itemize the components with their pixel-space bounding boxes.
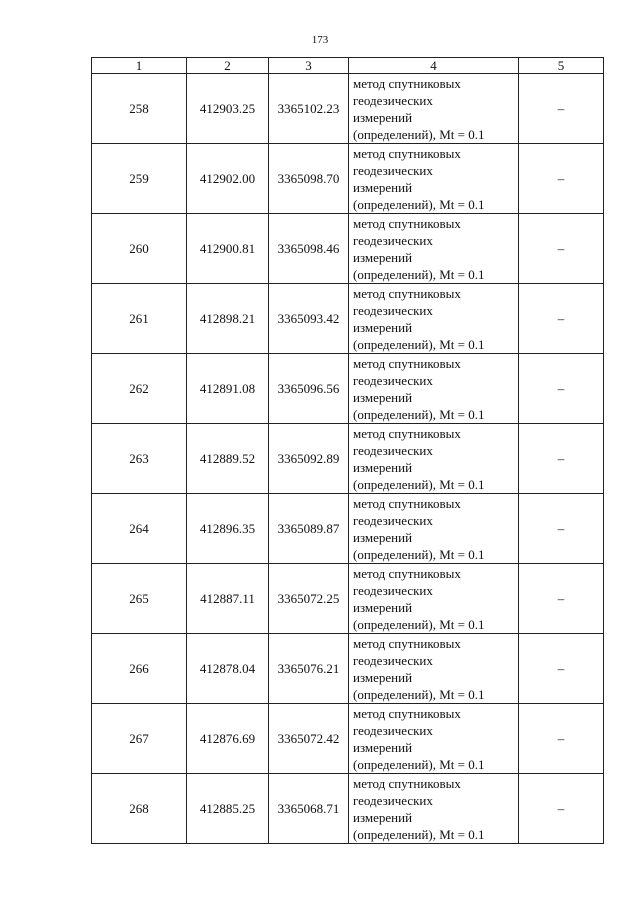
table-row xyxy=(92,424,604,494)
method-line: измерений xyxy=(353,179,413,195)
method-line: измерений xyxy=(353,529,413,545)
coordinate-y: 3365098.70 xyxy=(269,144,349,214)
method-line: метод спутниковых xyxy=(353,355,461,371)
method-line: (определений), Mt = 0.1 xyxy=(353,266,485,282)
coordinate-y: 3365076.21 xyxy=(269,634,349,704)
header-col-4: 4 xyxy=(349,58,519,74)
table-row xyxy=(92,214,604,284)
method-line: геодезических xyxy=(353,92,433,108)
point-number: 266 xyxy=(92,634,187,704)
method-line: геодезических xyxy=(353,232,433,248)
coordinate-x: 412885.25 xyxy=(187,774,269,844)
method-line: метод спутниковых xyxy=(353,565,461,581)
coordinate-y: 3365093.42 xyxy=(269,284,349,354)
coordinate-y: 3365096.56 xyxy=(269,354,349,424)
note-dash: – xyxy=(519,144,604,214)
note-dash: – xyxy=(519,284,604,354)
note-dash: – xyxy=(519,74,604,144)
table-row xyxy=(92,774,604,844)
method-line: геодезических xyxy=(353,162,433,178)
coordinate-y: 3365092.89 xyxy=(269,424,349,494)
point-number: 264 xyxy=(92,494,187,564)
point-number: 258 xyxy=(92,74,187,144)
coordinate-x: 412898.21 xyxy=(187,284,269,354)
method-line: метод спутниковых xyxy=(353,635,461,651)
method-line: метод спутниковых xyxy=(353,705,461,721)
coordinate-y: 3365068.71 xyxy=(269,774,349,844)
method-line: метод спутниковых xyxy=(353,425,461,441)
method-line: метод спутниковых xyxy=(353,495,461,511)
method-description xyxy=(349,564,519,634)
table-header xyxy=(92,58,604,74)
point-number: 263 xyxy=(92,424,187,494)
point-number: 262 xyxy=(92,354,187,424)
note-dash: – xyxy=(519,634,604,704)
coordinate-y: 3365072.25 xyxy=(269,564,349,634)
method-line: (определений), Mt = 0.1 xyxy=(353,616,485,632)
point-number: 265 xyxy=(92,564,187,634)
method-line: геодезических xyxy=(353,722,433,738)
method-line: (определений), Mt = 0.1 xyxy=(353,476,485,492)
method-description xyxy=(349,284,519,354)
point-number: 267 xyxy=(92,704,187,774)
table-body xyxy=(92,74,604,844)
method-line: (определений), Mt = 0.1 xyxy=(353,686,485,702)
coordinate-x: 412878.04 xyxy=(187,634,269,704)
method-line: измерений xyxy=(353,109,413,125)
method-line: метод спутниковых xyxy=(353,775,461,791)
header-col-1: 1 xyxy=(92,58,187,74)
note-dash: – xyxy=(519,214,604,284)
method-description xyxy=(349,354,519,424)
method-description xyxy=(349,634,519,704)
method-line: измерений xyxy=(353,389,413,405)
method-line: измерений xyxy=(353,249,413,265)
coordinate-y: 3365072.42 xyxy=(269,704,349,774)
method-line: (определений), Mt = 0.1 xyxy=(353,756,485,772)
coordinate-y: 3365089.87 xyxy=(269,494,349,564)
note-dash: – xyxy=(519,494,604,564)
method-line: геодезических xyxy=(353,792,433,808)
coordinate-x: 412900.81 xyxy=(187,214,269,284)
method-line: геодезических xyxy=(353,582,433,598)
method-line: (определений), Mt = 0.1 xyxy=(353,406,485,422)
method-description xyxy=(349,214,519,284)
note-dash: – xyxy=(519,774,604,844)
header-col-2: 2 xyxy=(187,58,269,74)
point-number: 261 xyxy=(92,284,187,354)
header-col-3: 3 xyxy=(269,58,349,74)
note-dash: – xyxy=(519,564,604,634)
method-description xyxy=(349,494,519,564)
method-line: измерений xyxy=(353,319,413,335)
note-dash: – xyxy=(519,354,604,424)
point-number: 268 xyxy=(92,774,187,844)
method-line: измерений xyxy=(353,599,413,615)
coordinate-x: 412891.08 xyxy=(187,354,269,424)
method-line: геодезических xyxy=(353,652,433,668)
coordinates-table xyxy=(91,57,604,844)
method-line: измерений xyxy=(353,809,413,825)
coordinate-x: 412896.35 xyxy=(187,494,269,564)
method-description xyxy=(349,144,519,214)
method-line: (определений), Mt = 0.1 xyxy=(353,826,485,842)
method-line: метод спутниковых xyxy=(353,215,461,231)
coordinate-x: 412876.69 xyxy=(187,704,269,774)
method-line: измерений xyxy=(353,669,413,685)
table-row xyxy=(92,494,604,564)
table-row xyxy=(92,144,604,214)
method-line: геодезических xyxy=(353,442,433,458)
method-line: измерений xyxy=(353,739,413,755)
point-number: 260 xyxy=(92,214,187,284)
header-col-5: 5 xyxy=(519,58,604,74)
page-number: 173 xyxy=(311,34,329,46)
method-line: метод спутниковых xyxy=(353,145,461,161)
method-description xyxy=(349,424,519,494)
method-line: метод спутниковых xyxy=(353,285,461,301)
method-description xyxy=(349,704,519,774)
coordinate-x: 412887.11 xyxy=(187,564,269,634)
method-line: (определений), Mt = 0.1 xyxy=(353,126,485,142)
method-line: геодезических xyxy=(353,302,433,318)
header-row xyxy=(92,58,604,74)
coordinate-x: 412902.00 xyxy=(187,144,269,214)
table-row xyxy=(92,74,604,144)
method-description xyxy=(349,74,519,144)
method-description xyxy=(349,774,519,844)
method-line: измерений xyxy=(353,459,413,475)
method-line: (определений), Mt = 0.1 xyxy=(353,336,485,352)
table-row xyxy=(92,564,604,634)
table-row xyxy=(92,354,604,424)
method-line: геодезических xyxy=(353,372,433,388)
table-row xyxy=(92,704,604,774)
point-number: 259 xyxy=(92,144,187,214)
method-line: (определений), Mt = 0.1 xyxy=(353,196,485,212)
method-line: (определений), Mt = 0.1 xyxy=(353,546,485,562)
table-row xyxy=(92,284,604,354)
method-line: геодезических xyxy=(353,512,433,528)
coordinate-x: 412889.52 xyxy=(187,424,269,494)
coordinate-y: 3365098.46 xyxy=(269,214,349,284)
table-row xyxy=(92,634,604,704)
coordinate-y: 3365102.23 xyxy=(269,74,349,144)
note-dash: – xyxy=(519,704,604,774)
note-dash: – xyxy=(519,424,604,494)
coordinate-x: 412903.25 xyxy=(187,74,269,144)
method-line: метод спутниковых xyxy=(353,75,461,91)
